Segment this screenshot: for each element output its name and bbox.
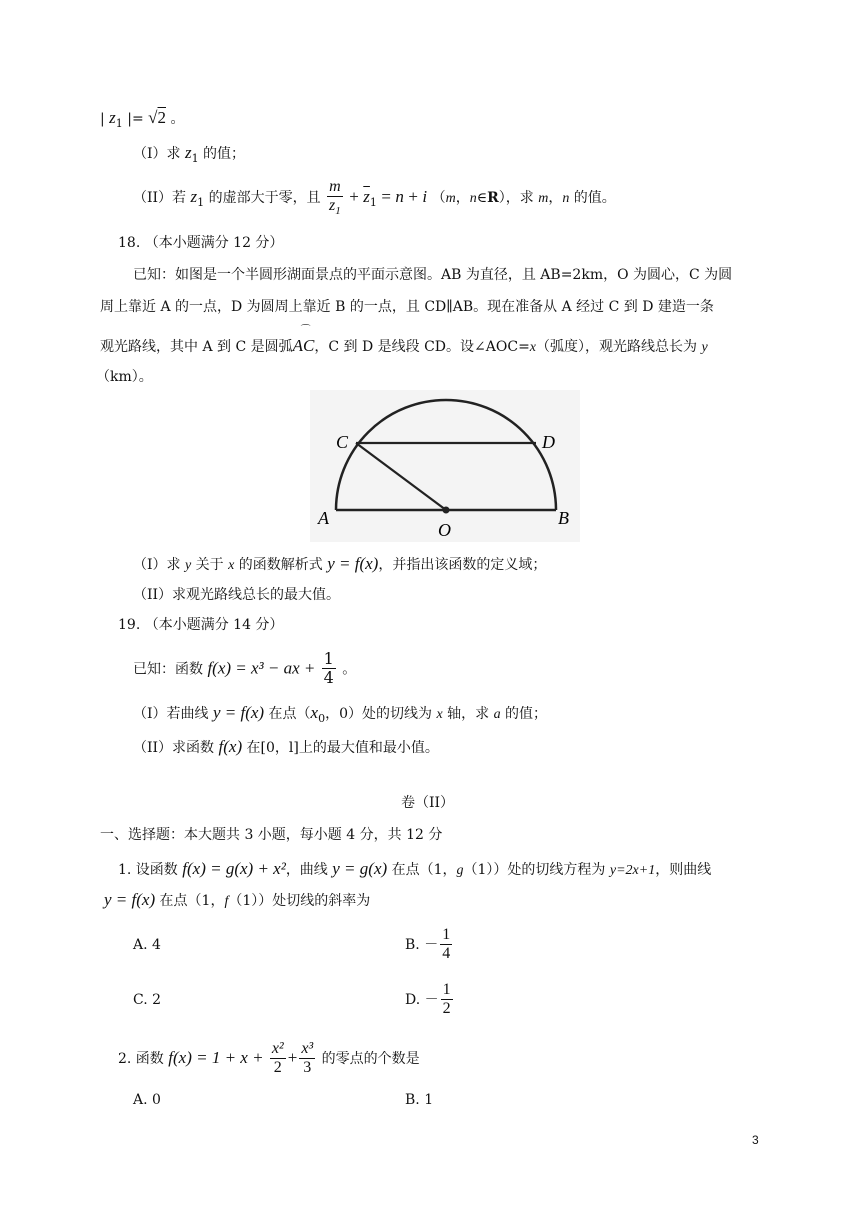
center-point-o [443,507,450,514]
label-b: B [558,508,569,528]
q19-part-ii: （II）求函数 f(x) 在[0，l]上的最大值和最小值。 [133,737,439,756]
q18-heading: 18. （本小题满分 12 分） [118,235,284,251]
q17-part-ii: （II）若 $z_1$ 的虚部大于零，且 $\frac{m}{z_1}$ + $\overline{z}_1 = n + i$ （m，n∈R），求 m，n 的值。 [133,178,616,218]
q18-paragraph-line-2: 周上靠近 A 的一点，D 为圆周上靠近 B 的一点，且 CD∥AB。现在准备从 A 经过 C 到 D 建造一条 [100,299,714,315]
problem-1-line-1: 1. 设函数 f(x) = g(x) + x²，曲线 y = g(x) 在点（1，g（1））处的切线方程为 y=2x+1，则曲线 [118,859,712,878]
q18-part-ii: （II）求观光路线总长的最大值。 [133,587,341,603]
arc-ac: ⌒ AC [292,325,315,355]
p2-choice-b[interactable]: B. 1 [405,1092,434,1108]
p1-choice-a[interactable]: A. 4 [133,937,161,953]
p1-choice-d[interactable]: D. － $\frac{1}{2}$ [405,981,451,1018]
semicircle-diagram [310,390,580,542]
problem-2: 2. 函数 f(x) = 1 + x + $\frac{\text{x²}}{2}$ + $\frac{\text{x³}}{3}$ 的零点的个数是 [118,1040,420,1077]
section-1-heading: 一、选择题：本大题共 3 小题，每小题 4 分，共 12 分 [100,827,443,843]
modulus-line: | $z_1$ |= √2 。 [100,108,185,130]
q17-part-i: （I）求 $z_1$ 的值； [133,143,246,165]
q19-heading: 19. （本小题满分 14 分） [118,617,284,633]
label-o: O [438,520,451,540]
semicircle-arc [336,400,556,510]
label-d: D [542,432,555,452]
q19-function-definition: 已知：函数 f(x) = x³ − ax + $\frac{1}{4}$ 。 [133,649,357,688]
p1-choice-c[interactable]: C. 2 [133,992,162,1008]
p2-choice-a[interactable]: A. 0 [133,1092,161,1108]
q18-paragraph-line-3: 观光路线，其中 A 到 C 是圆弧 ⌒ AC，C 到 D 是线段 CD。设∠AOC=x（弧度），观光路线总长为 y [100,325,708,355]
semicircle-figure [310,390,580,542]
radius-oc [356,443,446,510]
volume-ii-title: 卷（II） [401,795,455,811]
problem-1-line-2: y = f(x) 在点（1，f（1））处切线的斜率为 [104,890,371,909]
label-a: A [318,508,329,528]
p1-choice-b[interactable]: B. － $\frac{1}{4}$ [405,926,451,963]
label-c: C [336,432,349,452]
m-over-z1-fraction: $\frac{m}{z_1}$ [329,178,341,218]
q18-paragraph-line-4: （km）。 [96,369,153,385]
page-number: 3 [752,1133,759,1147]
q18-part-i: （I）求 y 关于 x 的函数解析式 y = f(x)，并指出该函数的定义域； [133,554,547,573]
q18-paragraph-line-1: 已知：如图是一个半圆形湖面景点的平面示意图。AB 为直径，且 AB=2km，O 为圆心，C 为圆 [133,267,733,283]
q19-part-i: （I）若曲线 y = f(x) 在点（$x_0$，0）处的切线为 x 轴，求 a 的值； [133,703,548,725]
